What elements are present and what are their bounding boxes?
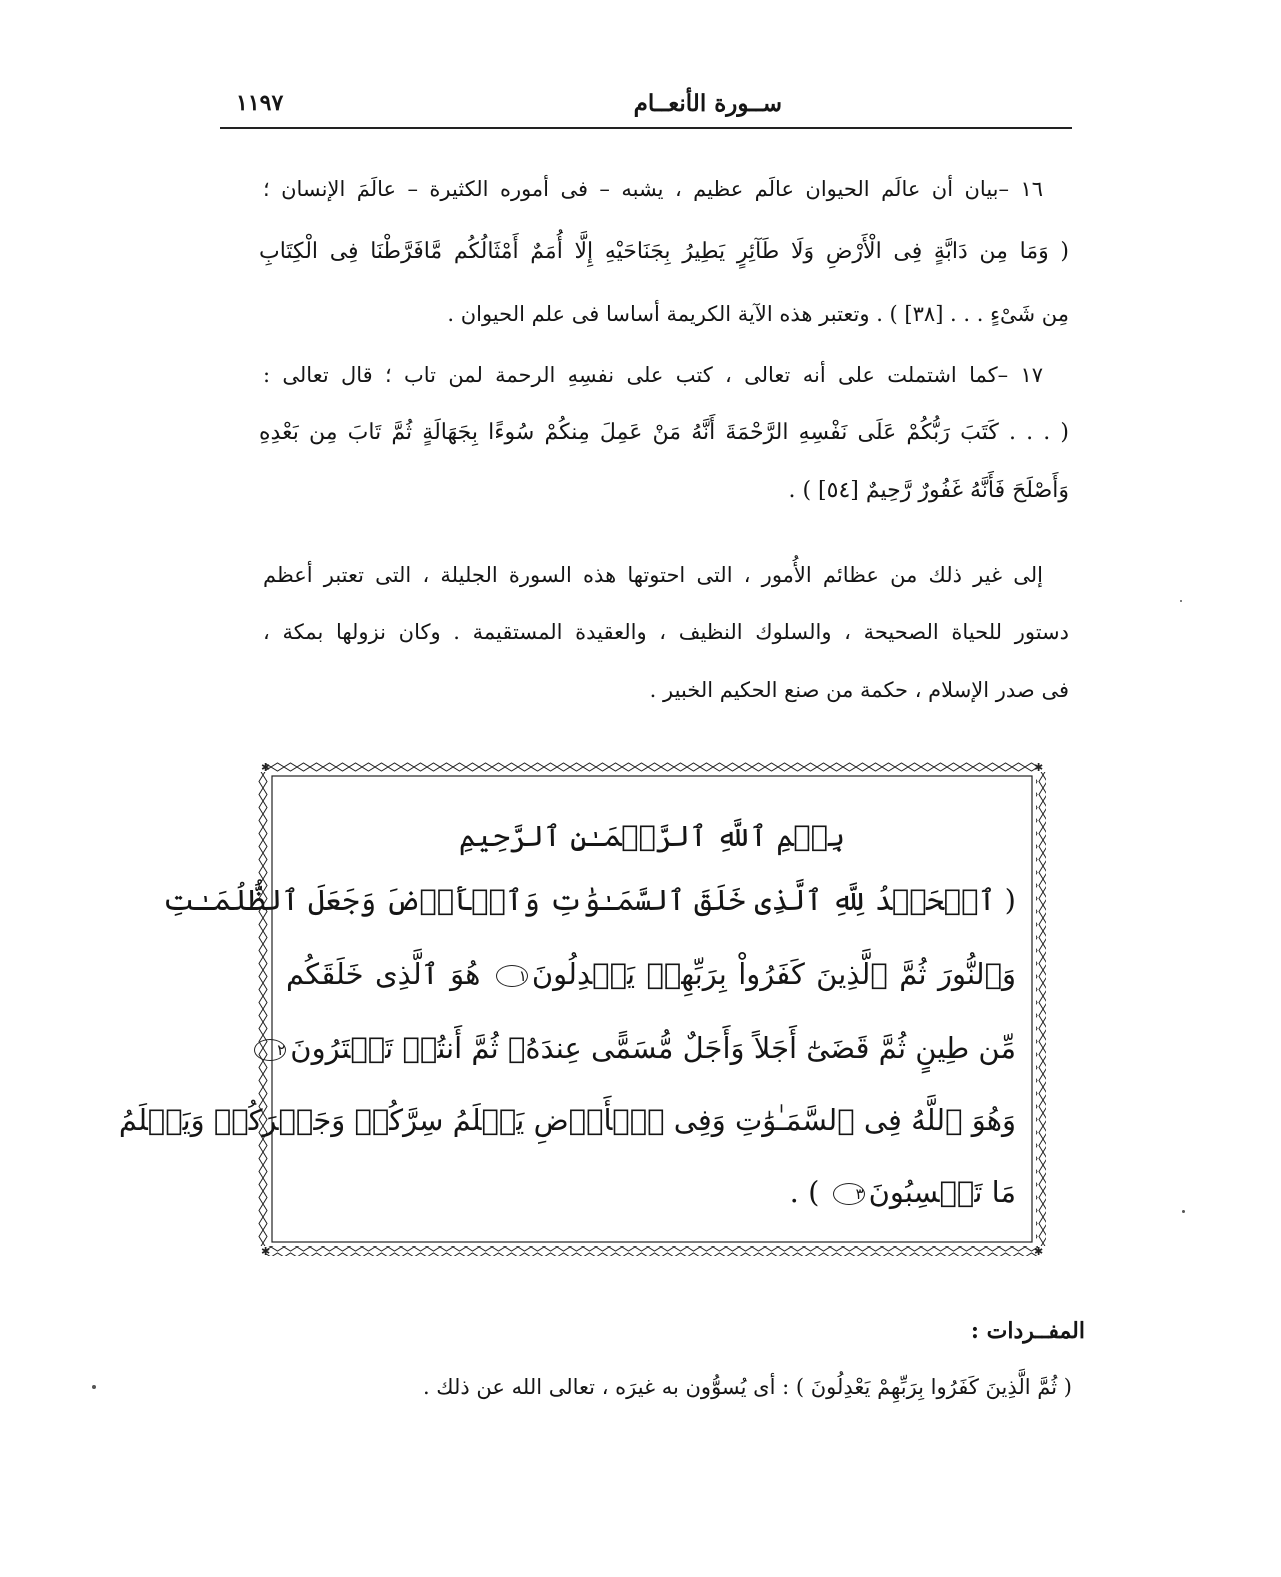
scan-speck (1182, 1210, 1185, 1213)
page-number: ١١٩٧ (236, 90, 284, 116)
svg-text:✱: ✱ (1034, 762, 1044, 774)
svg-text:✱: ✱ (1034, 1245, 1044, 1256)
vocabulary-entry: ( ثُمَّ الَّذِينَ كَفَرُوا بِرَبِّهِمْ يَعْدِلُونَ ) : أى يُسوُّون به غيرَه ، تعالى الله عن ذلك . (422, 1375, 1072, 1399)
quran-line-3 (277, 1028, 1016, 1068)
basmala: بِسۡمِ ٱللَّهِ ٱلرَّحۡمَـٰنِ ٱلرَّحِيمِ (458, 819, 846, 853)
quran-line-1-text: ( ٱلۡحَمۡدُ لِلَّهِ ٱلَّذِى خَلَقَ ٱلسَّمَـٰوَٰتِ وَٱلۡأَرۡضَ وَجَعَلَ ٱلظُّلُمَـٰتِ (163, 883, 1016, 917)
quran-line-1 (163, 880, 1016, 920)
quran-line-2-continuation: هُوَ ٱلَّذِى خَلَقَكُم (286, 957, 481, 991)
page-header (220, 84, 1072, 128)
quran-line-3-text: مِّن طِينٍ ثُمَّ قَضَىٰٓ أَجَلاً وَأَجَلٌ مُّسَمًّى عِندَهُۥ ثُمَّ أَنتُمۡ تَمۡتَرُونَ (290, 1031, 1016, 1065)
running-title: ســورة الأنعــام (633, 90, 782, 117)
point-17-verse-line-2: وَأَصْلَحَ فَأَنَّهُ غَفُورٌ رَّحِيمٌ [٥٤] ) . (788, 478, 1069, 503)
point-17-verse-line: ( . . . كَتَبَ رَبُّكُمْ عَلَى نَفْسِهِ الرَّحْمَةَ أَنَّهُ مَنْ عَمِلَ مِنكُمْ سُوءًا بِجَهَالَةٍ ثُمَّ تَابَ مِن بَعْدِهِ (259, 420, 1069, 445)
header-rule (220, 127, 1072, 129)
quran-line-5-text: مَا تَكۡسِبُونَ (868, 1175, 1016, 1209)
ayah-marker-3: ٣ (833, 1183, 865, 1205)
conclusion-line-3: فى صدر الإسلام ، حكمة من صنع الحكيم الخبير . (649, 678, 1069, 702)
point-16-line-1: ١٦ –بيان أن عالَم الحيوان عالَم عظيم ، يشبه – فى أموره الكثيرة – عالَمَ الإنسان ؛ (263, 177, 1043, 201)
quran-line-2 (286, 954, 1016, 994)
scan-speck (92, 1385, 96, 1389)
quran-line-2-text: وَٱلنُّورَ ثُمَّ ٱلَّذِينَ كَفَرُواْ بِرَبِّهِمۡ يَعۡدِلُونَ (531, 957, 1016, 991)
conclusion-line-2: دستور للحياة الصحيحة ، والسلوك النظيف ، والعقيدة المستقيمة . وكان نزولها بمكة ، (263, 620, 1069, 644)
point-16-verse-line: ( وَمَا مِن دَابَّةٍ فِى الْأَرْضِ وَلَا طَآئِرٍ يَطِيرُ بِجَنَاحَيْهِ إِلَّا أُمَمٌ أَمْثَالُكُم مَّافَرَّطْنَا فِى الْكِتَابِ (259, 239, 1069, 264)
scan-speck (1180, 600, 1182, 602)
point-16-line-3: مِن شَىْءٍ . . . [٣٨] ) . وتعتبر هذه الآية الكريمة أساسا فى علم الحيوان . (447, 302, 1069, 326)
quran-line-4 (118, 1100, 1016, 1140)
quran-frame (118, 762, 1046, 1256)
ayah-marker-2: ٢ (254, 1039, 286, 1061)
quran-line-5-closing: ) . (789, 1175, 820, 1209)
vocabulary-heading: المفــردات : (970, 1318, 1085, 1344)
svg-text:✱: ✱ (261, 762, 271, 774)
quran-line-5 (286, 1172, 1016, 1212)
conclusion-line-1: إلى غير ذلك من عظائم الأُمور ، التى احتوتها هذه السورة الجليلة ، التى تعتبر أعظم (263, 563, 1043, 587)
ayah-marker-1: ١ (496, 965, 528, 987)
point-17-line-1: ١٧ –كما اشتملت على أنه تعالى ، كتب على نفسِهِ الرحمة لمن تاب ؛ قال تعالى : (263, 363, 1043, 387)
svg-text:✱: ✱ (261, 1245, 271, 1256)
quran-line-4-text: وَهُوَ ٱللَّهُ فِى ٱلسَّمَـٰوَٰتِ وَفِى ٱلۡأَرۡضِ يَعۡلَمُ سِرَّكُمۡ وَجَهۡرَكُمۡ وَيَعۡلَمُ (118, 1103, 1016, 1137)
